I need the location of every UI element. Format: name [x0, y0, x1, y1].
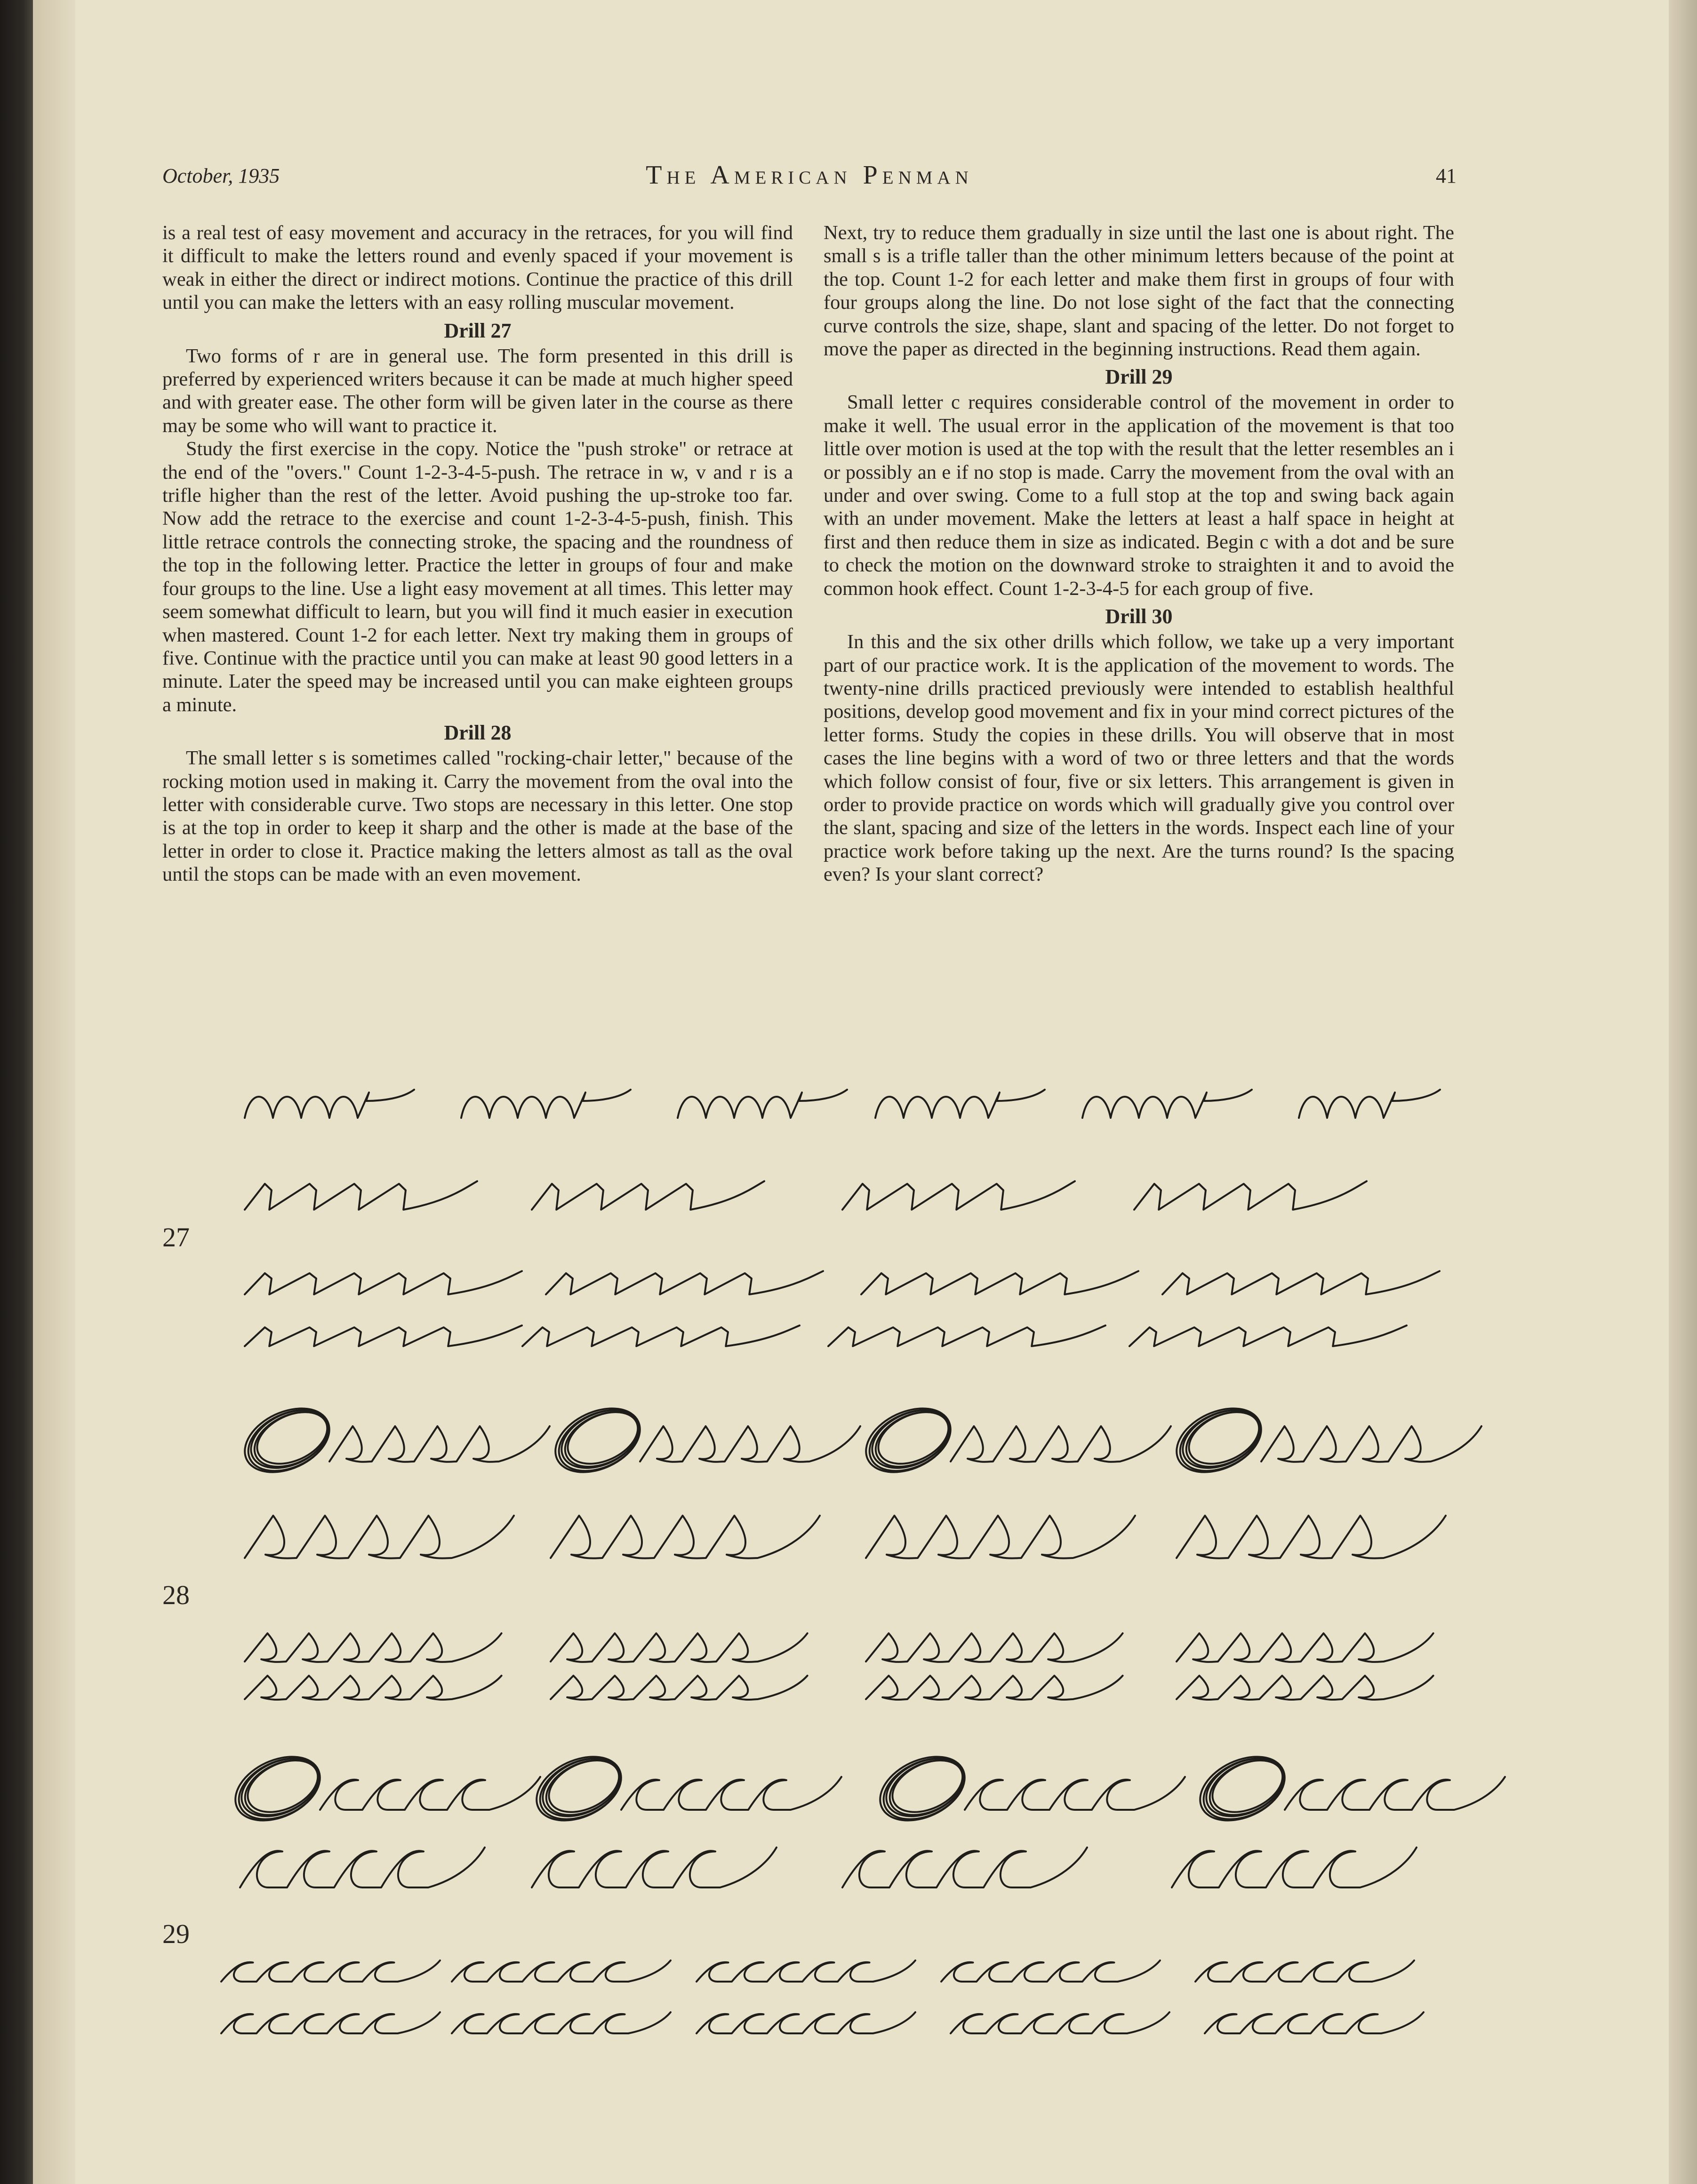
drill-29-c-group	[965, 1777, 1185, 1810]
drill-30-paragraph-1: In this and the six other drills which follow, we take up a very important part of our practice work. It is the application of the movement to words. The twenty-nine drills practiced previously were intended to establish healthful positions, develop good movement and fix in your mind correct pictures of the letter forms. Study the copies in these drills. You will observe that in most cases the line begins with a word of two or three letters and that the words which follow consist of four, five or six letters. This arrangement is given in order to provide practice on words which will gradually give you control over the slant, spacing and size of the letters in the words. Inspect each line of your practice work before taking up the next. Are the turns round? Is the spacing even? Is your slant correct?	[824, 631, 1454, 886]
drill-29-c-group-five	[452, 1960, 671, 1982]
drill-29-c-group-five	[696, 1960, 915, 1982]
drill-28-label: 28	[162, 1580, 190, 1610]
drill-29-label: 29	[162, 1919, 190, 1949]
drill-29-c-group-five	[951, 2012, 1169, 2033]
drill-28-s-group	[640, 1426, 860, 1462]
drill-29-c-group	[320, 1777, 540, 1810]
drill-28-s-group-four	[551, 1516, 820, 1558]
drill-28-s-group-four	[1177, 1516, 1446, 1558]
drill-27-r-group-five	[522, 1325, 800, 1346]
drill-28-s-group-five	[245, 1676, 502, 1700]
drill-27-r-group-four	[842, 1181, 1075, 1210]
drill-29-c-group-five	[941, 1960, 1160, 1982]
drill-27-paragraph-1: Two forms of r are in general use. The form presented in this drill is preferred by experienced writers because it can be made at much higher speed and with greater ease. The other form will be given later in the course as there may be some who will want to practice it.	[162, 345, 793, 437]
drill-28-s-group-five	[245, 1633, 502, 1662]
drill-28-s-group	[951, 1426, 1171, 1462]
drill-28-s-group-five	[866, 1676, 1123, 1700]
drill-28-s-group-five	[1177, 1633, 1433, 1662]
drill-27-m-exercise	[461, 1090, 631, 1118]
drill-29-paragraph-1: Small letter c requires considerable control of the movement in order to make it well. The usual error in the application of the movement is that too little over motion is used at the top with the result that the letter resembles an i or possibly an e if no stop is made. Carry the movement from the oval with an under and over swing. Come to a full stop at the top and swing back again with an under movement. Make the letters at least a half space in height at first and then reduce them in size as indicated. Begin c with a dot and be sure to check the motion on the downward stroke to straighten it and to avoid the common hook effect. Count 1-2-3-4-5 for each group of five.	[824, 391, 1454, 600]
drill-28-paragraph-1: The small letter s is sometimes called "rocking-chair letter," because of the rocking motion used in making it. Carry the movement from the oval into the letter with considerable curve. Two stops are necessary in this letter. One stop is at the top in order to keep it sharp and the other is made at the base of the letter in order to close it. Practice making the letters almost as tall as the oval until the stops can be made with an even movement.	[162, 747, 793, 886]
drill-28-s-group-four	[866, 1516, 1135, 1558]
drill-28-s-group-five	[1177, 1676, 1433, 1700]
drill-29-c-group-five	[452, 2012, 671, 2033]
right-intro-paragraph: Next, try to reduce them gradually in size until the last one is about right. The small s is a trifle taller than the other minimum letters because of the point at the top. Count 1-2 for each letter and make them first in groups of four with four groups along the line. Do not lose sight of the fact that the connecting curve controls the size, shape, slant and spacing of the letter. Do not forget to move the paper as directed in the beginning instructions. Read them again.	[824, 222, 1454, 361]
drill-28-s-group	[329, 1426, 550, 1462]
drill-27-r-group-five	[828, 1325, 1105, 1346]
drill-27-m-exercise	[1299, 1090, 1440, 1118]
drill-29-c-group-four	[842, 1847, 1087, 1887]
header-title: The American Penman	[646, 161, 973, 190]
drill-27-m-exercise	[245, 1090, 414, 1118]
drill-27-r-group-four	[1134, 1181, 1367, 1210]
drill-28-s-group-four	[245, 1516, 514, 1558]
left-intro-paragraph: is a real test of easy movement and accuracy in the retraces, for you will find it difficult to make the letters round and evenly spaced if your movement is weak in either the direct or indirect motions. Continue the practice of this drill until you can make the letters with an easy rolling muscular movement.	[162, 222, 793, 314]
drill-28-s-group-five	[551, 1676, 808, 1700]
drill-27-r-group-five	[546, 1271, 823, 1295]
drill-27-r-group-five	[1129, 1325, 1407, 1346]
drill-29-c-group-four	[532, 1847, 776, 1887]
drill-28-s-group-five	[551, 1633, 808, 1662]
drill-29-c-group-five	[1195, 1960, 1414, 1982]
drill-27-r-group-five	[245, 1325, 522, 1346]
drill-27-label: 27	[162, 1222, 190, 1253]
drill-27-r-group-four	[245, 1181, 477, 1210]
drill-28-s-group-five	[866, 1633, 1123, 1662]
drill-29-c-group	[621, 1777, 841, 1810]
drill-29-c-group-five	[696, 2012, 915, 2033]
drill-27-paragraph-2: Study the first exercise in the copy. Notice the "push stroke" or retrace at the end of the "overs." Count 1-2-3-4-5-push. The retrace in w, v and r is a trifle higher than the rest of the letter. Avoid pushing the up-stroke too far. Now add the retrace to the exercise and count 1-2-3-4-5-push, finish. This little retrace controls the connecting stroke, the spacing and the roundness of the top in the following letter. Practice the letter in groups of four and make four groups to the line. Use a light easy movement at all times. This letter may seem somewhat difficult to learn, but you will find it much easier in execution when mastered. Count 1-2 for each letter. Next try making them in groups of five. Continue with the practice until you can make at least 90 good letters in a minute. Later the speed may be increased until you can make eighteen groups a minute.	[162, 438, 793, 716]
drill-29-c-group-five	[221, 2012, 440, 2033]
drill-27-m-exercise	[875, 1090, 1045, 1118]
header-date: October, 1935	[162, 164, 280, 187]
drill-30-heading: Drill 30	[1105, 605, 1173, 628]
drill-28-heading: Drill 28	[444, 721, 512, 745]
drill-27-r-group-five	[245, 1271, 522, 1295]
drill-29-c-group-five	[221, 1960, 440, 1982]
drill-27-r-group-four	[532, 1181, 764, 1210]
drill-29-c-group-five	[1205, 2012, 1424, 2033]
drill-29-c-group	[1285, 1777, 1505, 1810]
drill-27-r-group-five	[861, 1271, 1138, 1295]
drill-29-c-group-four	[240, 1847, 485, 1887]
drill-27-m-exercise	[678, 1090, 847, 1118]
drill-27-heading: Drill 27	[444, 319, 512, 342]
drill-28-s-group	[1261, 1426, 1481, 1462]
drill-29-heading: Drill 29	[1105, 365, 1173, 389]
drill-27-r-group-five	[1162, 1271, 1440, 1295]
drill-29-c-group-four	[1172, 1847, 1417, 1887]
page-number: 41	[1436, 164, 1457, 187]
drill-27-m-exercise	[1082, 1090, 1252, 1118]
